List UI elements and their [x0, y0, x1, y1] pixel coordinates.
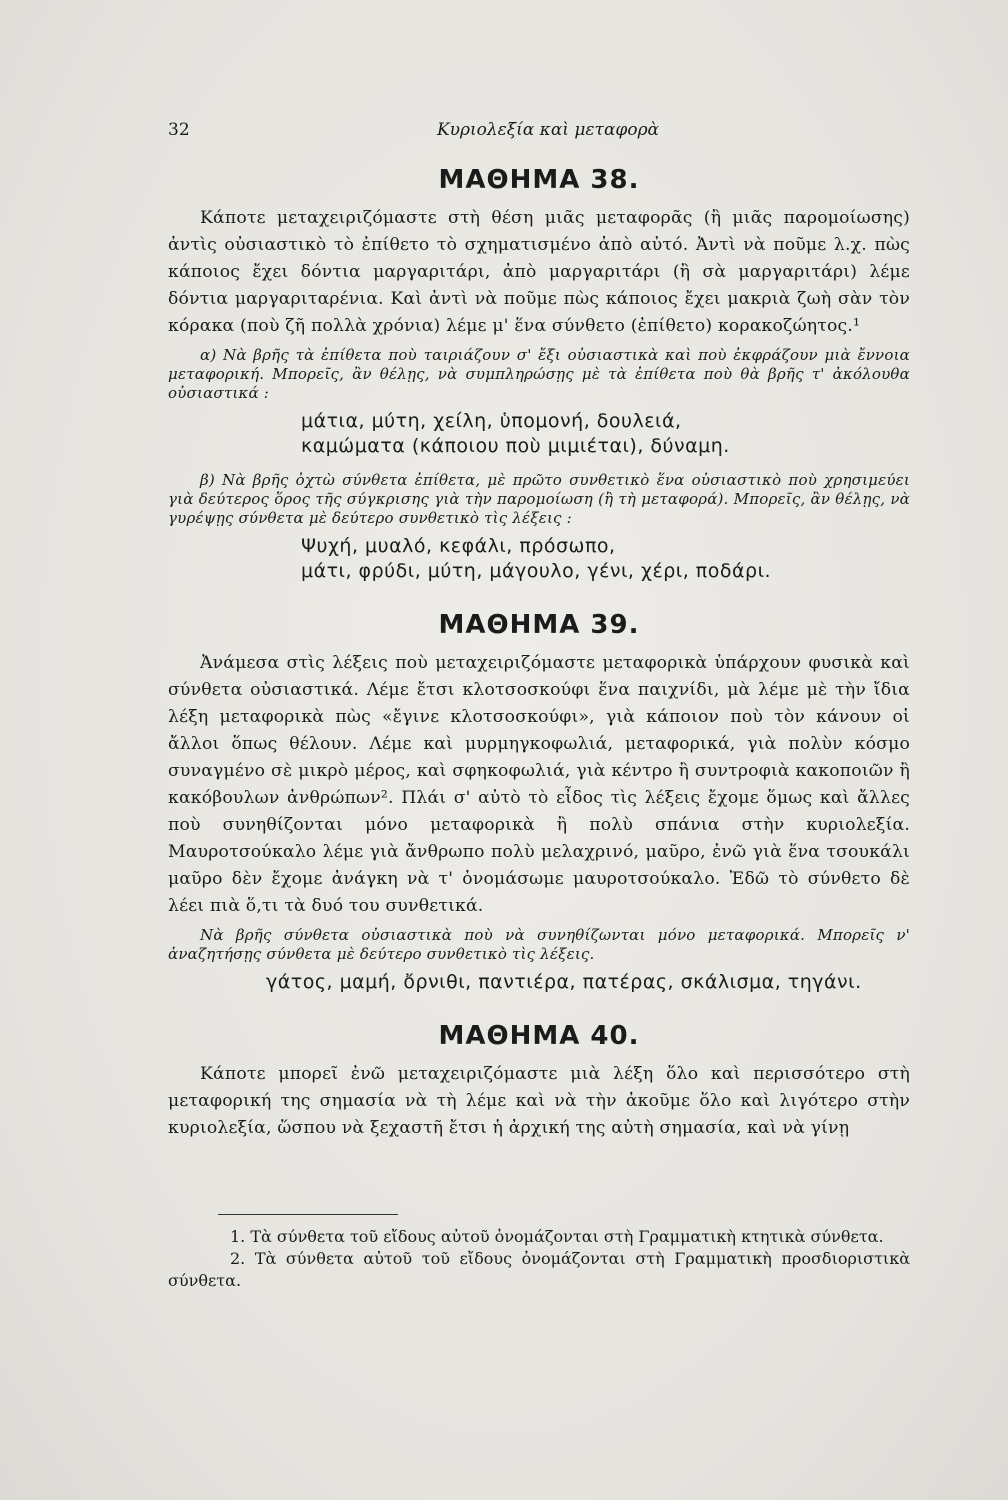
page-number: 32	[168, 120, 190, 140]
lesson-38-words-b-line1: Ψυχή, μυαλό, κεφάλι, πρόσωπο,	[301, 535, 616, 557]
lesson-38-exercise-b: β) Νὰ βρῆς ὀχτὼ σύνθετα ἐπίθετα, μὲ πρῶτο συνθετικὸ ἕνα οὐσιαστικὸ ποὺ χρησιμεύει γιὰ δεύτερος ὅρος τῆς σύγκρισης γιὰ τὴν παρομοίωση (ἢ τὴ μεταφορά). Μπορεῖς, ἂν θέλῃς, νὰ γυρέψῃς σύνθετα μὲ δεύτερο συνθετικὸ τὶς λέξεις :	[168, 471, 910, 527]
lesson-38-words-a-line2: καμώματα (κάποιου ποὺ μιμιέται), δύναμη.	[301, 435, 730, 457]
lesson-38-paragraph: Κάποτε μεταχειριζόμαστε στὴ θέση μιᾶς μεταφορᾶς (ἢ μιᾶς παρομοίωσης) ἀντὶς οὐσιαστικὸ τὸ ἐπίθετο τὸ σχηματισμένο ἀπὸ αὐτό. Ἀντὶ νὰ ποῦμε λ.χ. πὼς κάποιος ἔχει δόντια μαργαριτάρι, ἀπὸ μαργαριτάρι (ἢ σὰ μαργαριτάρι) λέμε δόντια μαργαριταρένια. Καὶ ἀντὶ νὰ ποῦμε πὼς κάποιος ἔχει μακριὰ ζωὴ σὰν τὸν κόρακα (ποὺ ζῆ πολλὰ χρόνια) λέμε μ' ἕνα σύνθετο (ἐπίθετο) κορακοζώητος.¹	[168, 208, 910, 336]
lesson-39-title: ΜΑΘΗΜΑ 39.	[438, 610, 640, 640]
footnote-2: 2. Τὰ σύνθετα αὐτοῦ τοῦ εἴδους ὀνομάζονται στὴ Γραμματικὴ προσδιοριστικὰ σύνθετα.	[168, 1249, 910, 1290]
footnote-1: 1. Τὰ σύνθετα τοῦ εἴδους αὐτοῦ ὀνομάζονται στὴ Γραμματικὴ κτητικὰ σύνθετα.	[230, 1227, 884, 1246]
lesson-40-paragraph: Κάποτε μπορεῖ ἐνῶ μεταχειριζόμαστε μιὰ λέξη ὅλο καὶ περισσότερο στὴ μεταφορική της σημασία νὰ τὴ λέμε καὶ νὰ τὴν ἀκοῦμε ὅλο καὶ λιγότερο στὴν κυριολεξία, ὥσπου νὰ ξεχαστῆ ἔτσι ἡ ἀρχική της αὐτὴ σημασία, καὶ νὰ γίνῃ	[168, 1064, 910, 1138]
lesson-38-words-b-line2: μάτι, φρύδι, μύτη, μάγουλο, γένι, χέρι, ποδάρι.	[301, 560, 772, 582]
lesson-40	[168, 1021, 910, 1142]
footnote-separator	[218, 1214, 398, 1215]
page-header	[168, 120, 908, 150]
lesson-40-title: ΜΑΘΗΜΑ 40.	[438, 1021, 640, 1051]
lesson-38-words-a-line1: μάτια, μύτη, χείλη, ὑπομονή, δουλειά,	[301, 410, 682, 432]
lesson-39	[168, 610, 910, 995]
footnotes	[168, 1226, 910, 1292]
lesson-38-exercise-a: α) Νὰ βρῆς τὰ ἐπίθετα ποὺ ταιριάζουν σ' ἔξι οὐσιαστικὰ καὶ ποὺ ἐκφράζουν μιὰ ἔννοια μεταφορική. Μπορεῖς, ἂν θέλῃς, νὰ συμπληρώσῃς μὲ τὰ ἐπίθετα ποὺ θὰ βρῆς τ' ἀκόλουθα οὐσιαστικά :	[168, 346, 910, 402]
lesson-38-title: ΜΑΘΗΜΑ 38.	[438, 165, 640, 195]
running-title: Κυριολεξία καὶ μεταφορὰ	[436, 120, 660, 140]
lesson-39-words: γάτος, μαμή, ὄρνιθι, παντιέρα, πατέρας, σκάλισμα, τηγάνι.	[266, 971, 862, 993]
page-content	[168, 165, 910, 1142]
lesson-38	[168, 165, 910, 584]
lesson-39-exercise: Νὰ βρῆς σύνθετα οὐσιαστικὰ ποὺ νὰ συνηθίζωνται μόνο μεταφορικά. Μπορεῖς ν' ἀναζητήσῃς σύνθετα μὲ δεύτερο συνθετικὸ τὶς λέξεις.	[168, 926, 910, 963]
lesson-39-paragraph: Ἀνάμεσα στὶς λέξεις ποὺ μεταχειριζόμαστε μεταφορικὰ ὑπάρχουν φυσικὰ καὶ σύνθετα οὐσιαστικά. Λέμε ἔτσι κλοτσοσκούφι ἕνα παιχνίδι, μὰ λέμε μὲ τὴν ἴδια λέξη μεταφορικὰ πὼς «ἔγινε κλοτσοσκούφι», γιὰ κάποιον ποὺ τὸν κάνουν οἱ ἄλλοι ὅπως θέλουν. Λέμε καὶ μυρμηγκοφωλιά, μεταφορικά, γιὰ πολὺν κόσμο συναγμένο σὲ μικρὸ μέρος, καὶ σφηκοφωλιά, γιὰ κέντρο ἢ συντροφιὰ κακοποιῶν ἢ κακόβουλων ἀνθρώπων². Πλάι σ' αὐτὸ τὸ εἶδος τὶς λέξεις ἔχομε ὅμως καὶ ἄλλες ποὺ συνηθίζονται μόνο μεταφορικὰ ἢ πολὺ σπάνια στὴν κυριολεξία. Μαυροτσούκαλο λέμε γιὰ ἄνθρωπο πολὺ μελαχρινό, μαῦρο, ἐνῶ γιὰ ἕνα τσουκάλι μαῦρο δὲν ἔχομε ἀνάγκη νὰ τ' ὀνομάσωμε μαυροτσούκαλο. Ἐδῶ τὸ σύνθετο δὲ λέει πιὰ ὅ,τι τὰ δυό του συνθετικά.	[168, 653, 910, 916]
